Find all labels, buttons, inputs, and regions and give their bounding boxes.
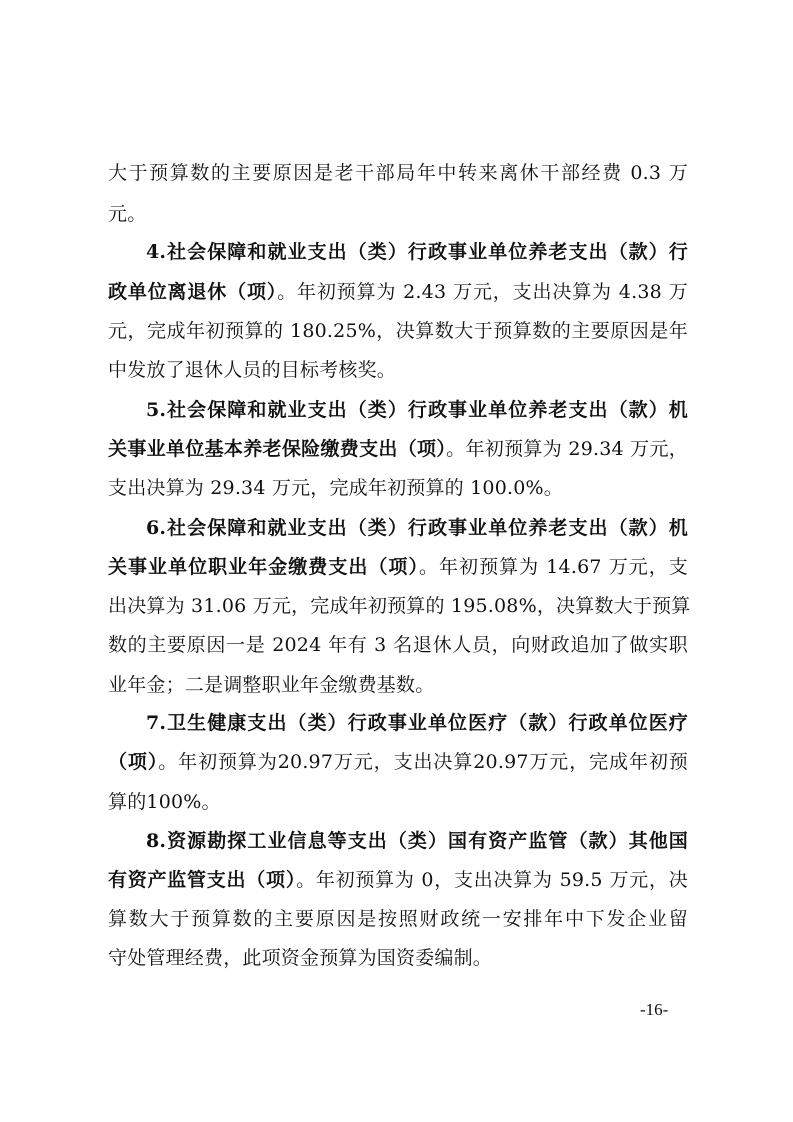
text-line xyxy=(146,828,688,854)
body-text-run: 元。 xyxy=(108,203,147,225)
body-text-run: 守处管理经费，此项资金预算为国资委编制。 xyxy=(108,947,493,969)
bold-heading-text: 有资产监管支出（项） xyxy=(108,869,297,891)
body-text-run: 算的100%。 xyxy=(108,791,221,813)
bold-heading-text: （项） xyxy=(108,751,159,773)
text-line xyxy=(108,436,688,462)
body-text-run: 支出决算为 29.34 万元，完成年初预算的 100.0%。 xyxy=(108,477,563,499)
text-line xyxy=(108,160,688,186)
text-line xyxy=(108,475,688,501)
text-line xyxy=(146,397,688,423)
text-line xyxy=(108,789,688,815)
text-line xyxy=(108,906,688,932)
body-text-run: 。年初预算为 29.34 万元， xyxy=(446,438,688,460)
bold-heading-text: 7.卫生健康支出（类）行政事业单位医疗（款）行政单位医疗 xyxy=(146,712,688,734)
text-line xyxy=(108,357,688,383)
body-text-run: 算数大于预算数的主要原因是按照财政统一安排年中下发企业留 xyxy=(108,908,688,930)
bold-heading-text: 4.社会保障和就业支出（类）行政事业单位养老支出（款）行 xyxy=(146,241,688,263)
body-text-run: 业年金；二是调整职业年金缴费基数。 xyxy=(108,674,435,696)
bold-heading-text: 关事业单位职业年金缴费支出（项） xyxy=(108,556,419,578)
bold-heading-text: 政单位离退休（项） xyxy=(108,281,278,303)
bold-heading-text: 关事业单位基本养老保险缴费支出（项） xyxy=(108,438,447,460)
body-text-run: 。年初预算为 0，支出决算为 59.5 万元，决 xyxy=(296,869,688,891)
text-line xyxy=(146,710,688,736)
text-line xyxy=(108,201,688,227)
text-line xyxy=(146,239,688,265)
body-text-run: 。年初预算为 2.43 万元，支出决算为 4.38 万 xyxy=(277,281,688,303)
body-text-run: 。年初预算为 14.67 万元，支 xyxy=(419,556,689,578)
text-line xyxy=(108,279,688,305)
text-line xyxy=(108,672,688,698)
text-line xyxy=(108,749,688,775)
text-line xyxy=(108,318,688,344)
bold-heading-text: 6.社会保障和就业支出（类）行政事业单位养老支出（款）机 xyxy=(146,517,688,539)
bold-heading-text: 5.社会保障和就业支出（类）行政事业单位养老支出（款）机 xyxy=(146,399,688,421)
text-line xyxy=(108,554,688,580)
body-text-run: 出决算为 31.06 万元，完成年初预算的 195.08%，决算数大于预算 xyxy=(108,595,691,617)
text-line xyxy=(108,867,688,893)
text-line xyxy=(108,945,688,971)
body-text-run: 数的主要原因一是 2024 年有 3 名退休人员，向财政追加了做实职 xyxy=(108,634,688,656)
text-line xyxy=(146,515,688,541)
body-text-run: 大于预算数的主要原因是老干部局年中转来离休干部经费 0.3 万 xyxy=(108,162,688,184)
bold-heading-text: 8.资源勘探工业信息等支出（类）国有资产监管（款）其他国 xyxy=(146,830,688,852)
body-text-run: 。年初预算为20.97万元，支出决算20.97万元，完成年初预 xyxy=(158,751,688,773)
body-text-run: 中发放了退休人员的目标考核奖。 xyxy=(108,359,397,381)
text-line xyxy=(108,632,688,658)
text-line xyxy=(108,593,691,619)
body-text-run: 元，完成年初预算的 180.25%，决算数大于预算数的主要原因是年 xyxy=(108,320,688,342)
page-number: -16- xyxy=(640,1000,669,1019)
